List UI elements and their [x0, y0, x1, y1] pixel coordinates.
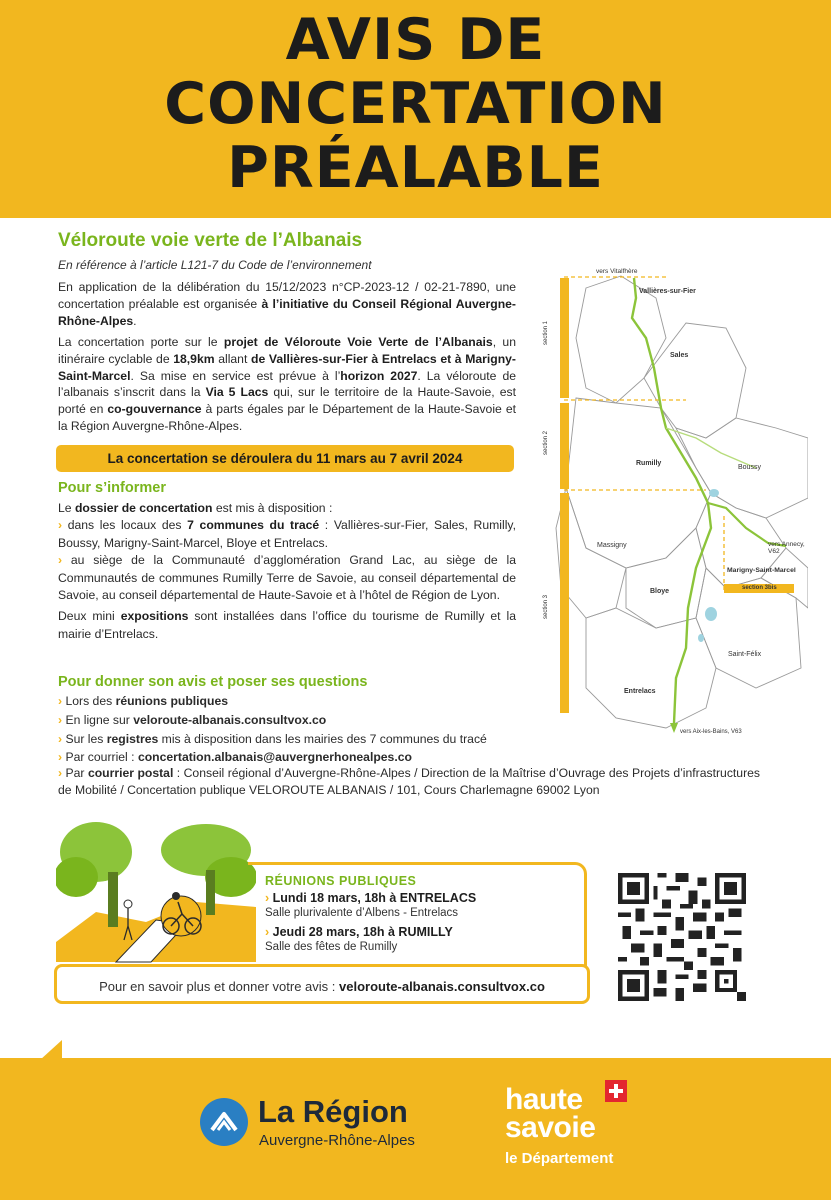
- reunion-1-place: Salle plurivalente d’Albens - Entrelacs: [265, 907, 459, 919]
- arrow-icon: ›: [58, 553, 63, 568]
- informer-block: [58, 500, 516, 643]
- avis-item-online: › En ligne sur veloroute-albanais.consultvox.co: [58, 712, 327, 727]
- map-town-marigny: Marigny-Saint-Marcel: [727, 567, 796, 574]
- map-section-3bis: section 3bis: [742, 585, 777, 591]
- reunion-2: › Jeudi 28 mars, 18h à RUMILLY: [265, 925, 453, 939]
- map-town-rumilly: Rumilly: [636, 460, 662, 467]
- map-labels: [543, 268, 808, 738]
- cyclist-illustration: [56, 822, 256, 964]
- map-section-3: section 3: [543, 594, 550, 620]
- intro-paragraph: En application de la délibération du 15/12/2023 n°CP-2023-12 / 02-21-7890, une concertation préalable est organisée à l’initiative du Conseil Régional Auvergne-Rhône-Alpes.: [58, 280, 516, 328]
- arrow-icon: ›: [58, 518, 63, 533]
- arrow-icon: ›: [58, 731, 63, 746]
- map-section-1: section 1: [543, 320, 550, 346]
- map-section-2: section 2: [543, 430, 550, 456]
- more-info-box: Pour en savoir plus et donner votre avis : veloroute-albanais.consultvox.co: [54, 964, 590, 1004]
- reunion-2-place: Salle des fêtes de Rumilly: [265, 941, 398, 953]
- map-label-top: vers Vitalfhère: [596, 268, 638, 275]
- avis-item-reunions: › Lors des réunions publiques: [58, 694, 228, 708]
- title-line-1: AVIS DE: [285, 7, 546, 73]
- map-town-boussy: Boussy: [738, 464, 761, 471]
- arrow-icon: ›: [58, 750, 63, 765]
- map-label-annecy: vers Annecy, V62: [768, 541, 805, 555]
- region-name: La Région: [258, 1094, 408, 1129]
- header-banner: [0, 0, 831, 218]
- section-heading-informer: Pour s’informer: [58, 480, 166, 496]
- haute-savoie-subtitle: le Département: [505, 1150, 614, 1167]
- project-paragraph: La concertation porte sur le projet de Véloroute Voie Verte de l’Albanais, un itinéraire cyclable de 18,9km allant de Vallières-sur-Fier à Entrelacs et à Marigny-Saint-Marcel. Sa mise en service est prévue à l’horizon 2027. La véloroute de l’albanais s’inscrit dans la Via 5 Lacs qui, sur le territoire de la Haute-Savoie, est porté en co-gouvernance à parts égales par le Département de la Haute-Savoie et la Région Auvergne-Rhône-Alpes.: [58, 335, 517, 433]
- map-town-massigny: Massigny: [597, 542, 627, 549]
- avis-item-email: › Par courriel : concertation.albanais@auvergnerhonealpes.co: [58, 750, 412, 765]
- map-town-vallieres: Vallières-sur-Fier: [639, 288, 696, 295]
- arrow-icon: ›: [58, 712, 63, 727]
- footer-banner: [0, 1058, 831, 1200]
- map-town-entrelacs: Entrelacs: [624, 688, 656, 695]
- section-heading-avis: Pour donner son avis et poser ses questions: [58, 674, 368, 690]
- reunion-1: › Lundi 18 mars, 18h à ENTRELACS: [265, 891, 477, 905]
- avis-item-courrier: › Par courrier postal : Conseil régional d’Auvergne-Rhône-Alpes / Direction de la Maîtrise d’Ouvrage des Projets d’infrastructures de Mobilité / Concertation publique VELOROUTE ALBANAIS / 101, Cours Charlemagne 69002 Lyon: [58, 766, 761, 797]
- informer-item-sieges: › au siège de la Communauté d’agglomération Grand Lac, au siège de la Communautés de communes Rumilly Terre de Savoie, au conseil départemental de Savoie, au conseil départemental de Haute-Savoie et à l’hôtel de Région de Lyon.: [58, 553, 516, 603]
- informer-intro: Le dossier de concertation est mis à disposition :: [58, 501, 333, 515]
- consultvox-link[interactable]: veloroute-albanais.consultvox.co: [133, 712, 327, 727]
- email-link[interactable]: concertation.albanais@auvergnerhonealpes.co: [137, 750, 412, 765]
- savoie-cross-icon: [605, 1080, 627, 1102]
- arrow-icon: ›: [58, 766, 63, 780]
- map-town-sales: Sales: [670, 352, 689, 359]
- informer-expositions: Deux mini expositions sont installées dans l’office du tourisme de Rumilly et la mairie d’Entrelacs.: [58, 609, 516, 641]
- map-label-bottom: vers Aix-les-Bains, V63: [680, 729, 742, 735]
- arrow-icon: ›: [265, 925, 270, 939]
- map-town-bloye: Bloye: [650, 588, 670, 595]
- region-logo-icon: [200, 1098, 248, 1146]
- informer-item-communes: › dans les locaux des 7 communes du tracé : Vallières-sur-Fier, Sales, Rumilly, Boussy, Marigny-Saint-Marcel, Bloye et Entrelacs.: [58, 518, 516, 550]
- reunions-block: [265, 874, 585, 958]
- region-subtitle: Auvergne-Rhône-Alpes: [259, 1132, 415, 1149]
- footer-notch: [40, 1040, 62, 1060]
- legal-reference: En référence à l’article L121-7 du Code de l’environnement: [58, 258, 372, 272]
- title-line-3: PRÉALABLE: [227, 135, 604, 201]
- qr-code[interactable]: [618, 873, 746, 1001]
- arrow-icon: ›: [58, 694, 63, 708]
- avis-list: [58, 692, 528, 767]
- title-line-2: CONCERTATION: [164, 71, 667, 137]
- haute-savoie-name: haute savoie: [505, 1083, 596, 1144]
- concertation-dates-banner: La concertation se déroulera du 11 mars au 7 avril 2024: [56, 445, 514, 472]
- reunions-heading: RÉUNIONS PUBLIQUES: [265, 874, 417, 888]
- more-info-link[interactable]: veloroute-albanais.consultvox.co: [339, 979, 545, 994]
- avis-item-registres: › Sur les registres mis à disposition dans les mairies des 7 communes du tracé: [58, 731, 487, 746]
- project-title: Véloroute voie verte de l’Albanais: [58, 230, 363, 251]
- map-town-saint-felix: Saint-Félix: [728, 651, 762, 658]
- arrow-icon: ›: [265, 891, 270, 905]
- page-title: [0, 8, 831, 200]
